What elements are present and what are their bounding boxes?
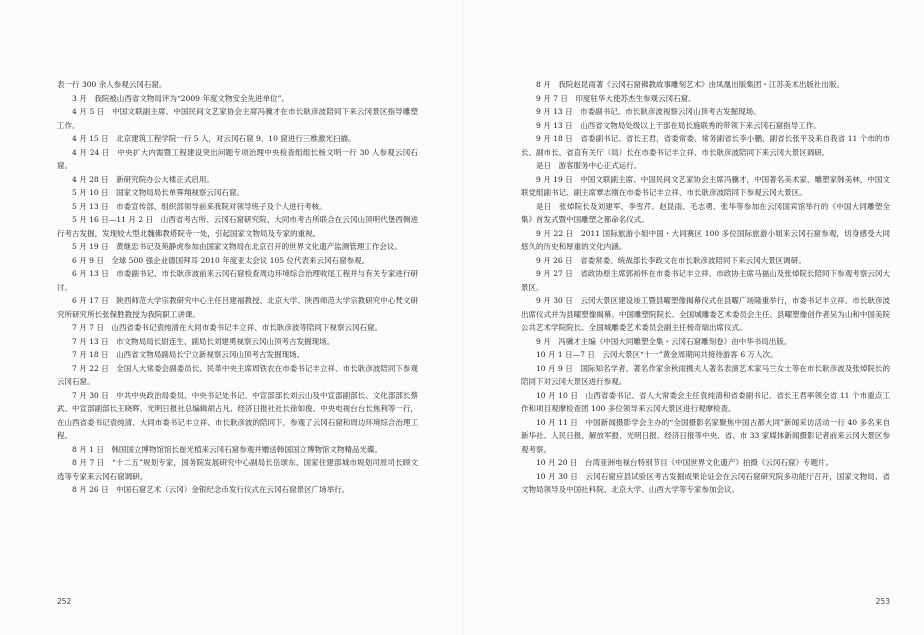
chronicle-entry: 9 月 30 日 云冈大景区建设竣工暨县曜塑像揭幕仪式在县曜广场隆重举行，市委书记丰立祥、市长耿彦波出席仪式并为县曜塑像揭幕。中国雕塑院院长、全国城雕委艺术委员会主任、县曜塑像创作者吴为山和中国美院公共艺术学院院长、全国城雕委艺术委员会副主任杨奇瑞出席仪式。 [521,296,890,332]
chronicle-entry: 10 月 1 日—7 日 云冈大景区“十一”黄金周期间共接待游客 6 万人次。 [536,350,778,359]
right-page-number: 253 [875,597,890,606]
chronicle-entry: 8 月 7 日 “十二五”规划专家，国务院发展研究中心副局长岳颂东、国家住建部城市规划司原司长顾文选等专家来云冈石窟调研。 [57,458,418,481]
chronicle-entry: 9 月 19 日 中国文联副主席、中国民间文艺家协会主席冯骥才，中国著名美术家、雕塑家韩美林，中国文联党组副书记、副主席覃志刚在市委书记丰立祥、市长耿彦波陪同下参观云冈大景区。 [521,174,890,197]
chronicle-entry: 3 月 我院被山西省文物局评为“2009 年度文物安全先进单位”。 [72,93,289,103]
chronicle-entry: 9 月 13 日 山西省文物局处级以上干部在局长施联秀的带领下来云冈石窟指导工作。 [536,120,821,130]
chronicle-entry: 10 月 30 日 云冈石窟应县试验区考古发掘成果论证会在云冈石窟研究院多功能厅召开，国家文物局、省文物局领导及中国社科院、北京大学、山西大学等专家参加会议。 [521,471,890,494]
right-text-column [521,78,890,497]
chronicle-entry: 7 月 30 日 中共中央政治局委员、中央书记处书记、中宣部部长刘云山及中宣部副部长、文化部部长蔡武、中宣部副部长王晓晖、光明日报社总编辑胡占凡、经济日报社社长徐如俊、中央电视台台长焦利等一行，在山西省委书记袁纯清、大同市委书记丰立祥、市长耿彦波的陪同下，参观了云冈石窟和周边环境综合治理工程。 [57,390,418,440]
left-text-column [57,78,418,497]
chronicle-entry: 7 月 7 日 山西省委书记袁纯清在大同市委书记丰立祥、市长耿彦波等陪同下视察云冈石窟。 [72,323,383,332]
chronicle-entry: 10 月 10 日 山西省委书记、省人大常委会主任袁纯清和省委副书记、省长王君率领全省 11 个市重点工作和项目观摩检查团 100 多位领导来云冈大景区进行观摩检查。 [521,390,890,413]
chronicle-entry: 7 月 22 日 全国人大常委会副委员长、民革中央主席周铁农在市委书记丰立祥、市长耿彦波陪同下参观云冈石窟。 [57,363,418,386]
chronicle-entry: 4 月 24 日 中央扩大内需暨工程建设突出问题专项治理中央检查组组长杨文明一行 30 人参观云冈石窟。 [57,147,418,170]
chronicle-entry: 4 月 5 日 中国文联副主席、中国民间文艺家协会主席冯骥才在市长耿彦波陪同下来云冈景区指导雕塑工作。 [57,107,418,130]
chronicle-entry: 8 月 我院赵昆雨著《云冈石窟佛教故事雕刻艺术》由凤凰出版集团・江苏美术出版社出版。 [536,80,844,89]
chronicle-entry: 4 月 15 日 北京建筑工程学院一行 5 人，对云冈石窟 9、10 窟进行三维激光扫描。 [72,134,356,143]
chronicle-entry: 9 月 18 日 省委副书记、省长王君，省委常委、常务副省长李小鹏，副省长张平及来自我省 11 个市的市长、副市长、省直有关厅（局）长在市委书记丰立祥、市长耿彦波陪同下来云冈大景区调研。 [521,134,890,157]
left-page-number: 252 [57,597,72,606]
chronicle-entry: 表一行 300 余人参观云冈石窟。 [57,80,167,89]
right-page [462,0,924,635]
chronicle-entry: 5 月 16 日—11 月 2 日 山西省考古所、云冈石窟研究院、大同市考古所联合在云冈山顶明代堡西侧进行考古发掘，发现较大型北魏佛教塔院寺一处，引起国家文物局及专家的重视。 [57,215,418,238]
chronicle-entry: 5 月 19 日 黄继忠书记及苑静虎参加由国家文物局在北京召开的世界文化遗产监测管理工作会议。 [72,242,402,251]
chronicle-entry: 10 月 9 日 国际知名学者、著名作家余秋雨携夫人著名表演艺术家马兰女士等在市长耿彦波及张焯院长的陪同下对云冈大景区进行参观。 [521,363,890,386]
chronicle-entry: 5 月 13 日 市委宣传部、组织部领导前来我院对领导班子及个人进行考核。 [72,201,327,211]
chronicle-entry: 10 月 11 日 中国新闻摄影学会主办的“全国摄影名家聚焦中国古都大同”新闻采访活动一行 40 多名来自新华社、人民日报、解放军报、光明日报、经济日报等中央、省、市 33 家媒体新闻摄影记者前来云冈大景区参观考察。 [521,417,890,454]
chronicle-entry: 9 月 22 日 2011 国际旅游小姐中国・大同赛区 100 多位国际旅游小姐来云冈石窟参观，切身感受大同悠久的历史和厚重的文化内涵。 [521,228,890,251]
chronicle-entry: 9 月 26 日 省委常委、统战部长李政文在市长耿彦波陪同下来云冈大景区调研。 [536,255,806,265]
chronicle-entry: 4 月 28 日 新研究院办公大楼正式启用。 [72,174,214,184]
chronicle-entry: 6 月 9 日 全球 500 强企业德国拜耳 2010 年度亚太会议 105 位代表来云冈石窟参观。 [72,255,370,265]
chronicle-entry: 9 月 13 日 市委副书记、市长耿彦波视察云冈山顶考古发掘现场。 [536,107,761,116]
chronicle-entry: 8 月 26 日 中国石窟艺术（云冈）金银纪念币发行仪式在云冈石窟景区广场举行。 [72,485,350,494]
chronicle-entry: 5 月 10 日 国家文物局局长单霁翔视察云冈石窟。 [72,188,244,197]
chronicle-entry: 7 月 13 日 市文物局局长尉连生、副局长刘建勇视察云冈山顶考古发掘现场。 [72,336,335,346]
chronicle-entry: 6 月 17 日 陕西师范大学宗教研究中心主任吕建福教授、北京大学、陕西师范大学宗教研究中心梵文研究所研究所长张保胜教授为我院职工讲课。 [57,296,418,319]
chronicle-entry: 6 月 13 日 市委副书记、市长耿彦波前来云冈石窟检查周边环境综合治理收尾工程并与有关专家进行研讨。 [57,269,418,292]
chronicle-entry: 9 月 冯骥才主编《中国大同雕塑全集・云冈石窟雕刻卷》由中华书局出版。 [536,336,792,346]
chronicle-entry: 10 月 20 日 台湾亚洲电视台特别节目《中国世界文化遗产》拍摄《云冈石窟》专题片。 [536,458,834,467]
chronicle-entry: 9 月 27 日 省政协原主席郭裕怀在市委书记丰立祥、市政协主席马福山及张焯院长陪同下参观考察云冈大景区。 [521,269,890,292]
chronicle-entry: 7 月 18 日 山西省文物局副局长宁立新视察云冈山顶考古发掘现场。 [72,350,305,359]
chronicle-entry: 是日 张焯院长及刘建军、李雪芹、赵昆雨、毛志勇、张华等参加在云冈国宾馆举行的《中国大同雕塑全集》首发式暨中国雕塑之都命名仪式。 [521,201,890,224]
chronicle-entry: 8 月 1 日 韩国国立博物馆馆长崔光植来云冈石窟参观并赠送韩国国立博物馆文物精品光碟。 [72,444,383,454]
chronicle-entry: 是日 游客服务中心正式运行。 [536,161,642,170]
chronicle-entry: 9 月 7 日 印度驻华大使苏杰生参观云冈石窟。 [536,93,696,103]
